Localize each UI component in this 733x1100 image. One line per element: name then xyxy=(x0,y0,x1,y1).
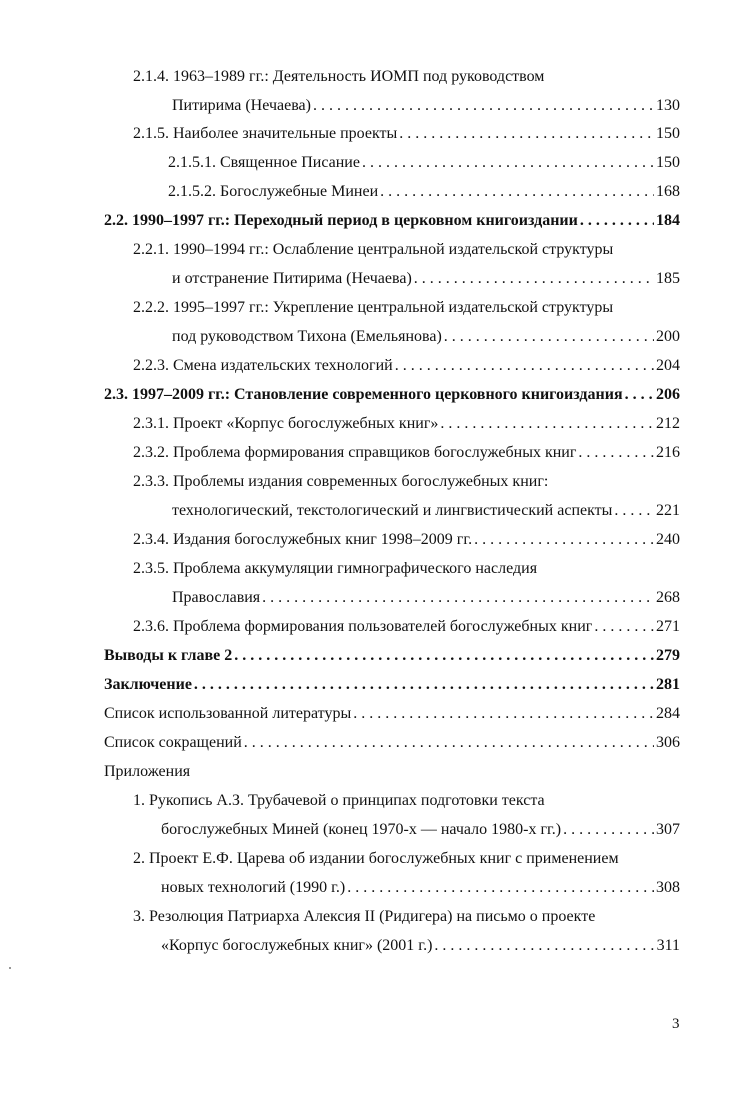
toc-appendix-1-line1: 1. Рукопись А.З. Трубачевой о принципах подготовки текста xyxy=(133,792,545,809)
dot-leader xyxy=(474,530,654,550)
dot-leader xyxy=(313,96,654,116)
toc-entry-title: и отстранение Питирима (Нечаева) xyxy=(172,270,412,287)
dot-leader xyxy=(563,820,654,840)
toc-page-number: 308 xyxy=(656,879,680,896)
dot-leader xyxy=(434,936,654,956)
toc-appendix-2-line1: 2. Проект Е.Ф. Царева об издании богослужебных книг с применением xyxy=(133,850,619,867)
toc-entry-title: Заключение xyxy=(104,676,192,693)
toc-entry-title: Список сокращений xyxy=(104,734,242,751)
toc-page-number: 271 xyxy=(656,618,680,635)
toc-appendix-1[interactable] xyxy=(161,820,680,840)
toc-page-number: 168 xyxy=(656,183,680,200)
toc-entry-2-2-1[interactable] xyxy=(172,269,680,289)
toc-entry-2-3[interactable] xyxy=(104,385,680,405)
toc-page-number: 204 xyxy=(656,357,680,374)
toc-page-number: 240 xyxy=(656,531,680,548)
toc-entry-title: 2.2.3. Смена издательских технологий xyxy=(133,357,393,374)
toc-page-number: 200 xyxy=(656,328,680,345)
toc-entry-2-1-5-1[interactable] xyxy=(168,153,680,173)
toc-entry-2-1-4[interactable] xyxy=(172,96,680,116)
dot-leader xyxy=(362,153,654,173)
toc-page-number: 130 xyxy=(656,97,680,114)
toc-entry-2-3-5[interactable] xyxy=(172,588,680,608)
dot-leader xyxy=(414,269,654,289)
toc-entry-2-3-6[interactable] xyxy=(133,617,680,637)
toc-entry-2-2-2[interactable] xyxy=(172,327,680,347)
dot-leader xyxy=(614,501,654,521)
toc-entry-title: технологический, текстологический и лингвистический аспекты xyxy=(172,502,613,519)
toc-entry-2-3-4[interactable] xyxy=(133,530,680,550)
toc-entry-title: 2.3.4. Издания богослужебных книг 1998–2009 гг. xyxy=(133,531,473,548)
toc-entry-conclusion[interactable] xyxy=(104,675,680,695)
toc-entry-2-1-4-line1: 2.1.4. 1963–1989 гг.: Деятельность ИОМП под руководством xyxy=(133,68,545,85)
dot-leader xyxy=(625,385,654,405)
toc-page-number: 150 xyxy=(656,154,680,171)
toc-entry-2-3-3[interactable] xyxy=(172,501,680,521)
toc-entry-title: 2.1.5. Наиболее значительные проекты xyxy=(133,125,398,142)
dot-leader xyxy=(395,356,654,376)
dot-leader xyxy=(262,588,654,608)
toc-entry-chapter2-conclusions[interactable] xyxy=(104,646,680,666)
dot-leader xyxy=(353,704,654,724)
toc-entry-title: богослужебных Миней (конец 1970-х — начало 1980-х гг.) xyxy=(161,821,562,838)
toc-entry-title: 2.3.1. Проект «Корпус богослужебных книг» xyxy=(133,415,439,432)
toc-entry-2-3-1[interactable] xyxy=(133,414,680,434)
dot-leader xyxy=(440,414,654,434)
toc-entry-2-3-2[interactable] xyxy=(133,443,680,463)
toc-page-number: 279 xyxy=(656,647,680,664)
toc-entry-2-2[interactable] xyxy=(104,211,680,231)
toc-entry-2-2-3[interactable] xyxy=(133,356,680,376)
toc-entry-2-3-5-line1: 2.3.5. Проблема аккумуляции гимнографического наследия xyxy=(133,560,538,577)
scan-speck xyxy=(9,967,11,969)
dot-leader xyxy=(347,878,654,898)
toc-page-number: 206 xyxy=(656,386,680,403)
toc-entry-2-2-1-line1: 2.2.1. 1990–1994 гг.: Ослабление центральной издательской структуры xyxy=(133,241,614,258)
dot-leader xyxy=(444,327,654,347)
toc-page-number: 311 xyxy=(656,937,680,954)
toc-page-number: 212 xyxy=(656,415,680,432)
toc-appendix-heading[interactable]: Приложения xyxy=(104,763,191,780)
toc-entry-abbreviations[interactable] xyxy=(104,733,680,753)
toc-appendix-3-line1: 3. Резолюция Патриарха Алексия II (Ридигера) на письмо о проекте xyxy=(133,908,596,925)
toc-entry-title: 2.3.2. Проблема формирования справщиков богослужебных книг xyxy=(133,444,577,461)
dot-leader xyxy=(380,182,654,202)
toc-entry-title: под руководством Тихона (Емельянова) xyxy=(172,328,442,345)
toc-entry-2-1-5[interactable] xyxy=(133,124,680,144)
toc-entry-title: 2.1.5.1. Священное Писание xyxy=(168,154,360,171)
toc-page-number: 281 xyxy=(656,676,680,693)
toc-page-number: 268 xyxy=(656,589,680,606)
toc-appendix-2[interactable] xyxy=(161,878,680,898)
toc-entry-title: 2.3.6. Проблема формирования пользователей богослужебных книг xyxy=(133,618,593,635)
dot-leader xyxy=(194,675,654,695)
toc-page-number: 185 xyxy=(656,270,680,287)
dot-leader xyxy=(580,211,654,231)
toc-entry-title: Список использованной литературы xyxy=(104,705,352,722)
toc-entry-2-2-2-line1: 2.2.2. 1995–1997 гг.: Укрепление центральной издательской структуры xyxy=(133,299,614,316)
toc-appendix-3[interactable] xyxy=(161,936,680,956)
toc-entry-2-3-3-line1: 2.3.3. Проблемы издания современных богослужебных книг: xyxy=(133,473,549,490)
toc-entry-2-1-5-2[interactable] xyxy=(168,182,680,202)
toc-page-number: 184 xyxy=(656,212,680,229)
toc-page-number: 150 xyxy=(656,125,680,142)
toc-entry-title: «Корпус богослужебных книг» (2001 г.) xyxy=(161,937,433,954)
toc-entry-title: Питирима (Нечаева) xyxy=(172,97,311,114)
dot-leader xyxy=(594,617,654,637)
toc-entry-title: 2.1.5.2. Богослужебные Минеи xyxy=(168,183,379,200)
toc-page-number: 284 xyxy=(656,705,680,722)
dot-leader xyxy=(244,733,654,753)
toc-page-number: 306 xyxy=(656,734,680,751)
toc-page-number: 216 xyxy=(656,444,680,461)
dot-leader xyxy=(578,443,654,463)
toc-entry-title: Православия xyxy=(172,589,261,606)
dot-leader xyxy=(234,646,654,666)
toc-entry-title: новых технологий (1990 г.) xyxy=(161,879,346,896)
toc-entry-title: 2.3. 1997–2009 гг.: Становление современного церковного книгоиздания xyxy=(104,386,623,403)
dot-leader xyxy=(399,124,654,144)
toc-page-number: 307 xyxy=(656,821,680,838)
toc-page-number: 221 xyxy=(656,502,680,519)
page-number: 3 xyxy=(672,1016,680,1032)
toc-entry-title: 2.2. 1990–1997 гг.: Переходный период в церковном книгоиздании xyxy=(104,212,578,229)
toc-entry-title: Выводы к главе 2 xyxy=(104,647,233,664)
toc-entry-bibliography[interactable] xyxy=(104,704,680,724)
